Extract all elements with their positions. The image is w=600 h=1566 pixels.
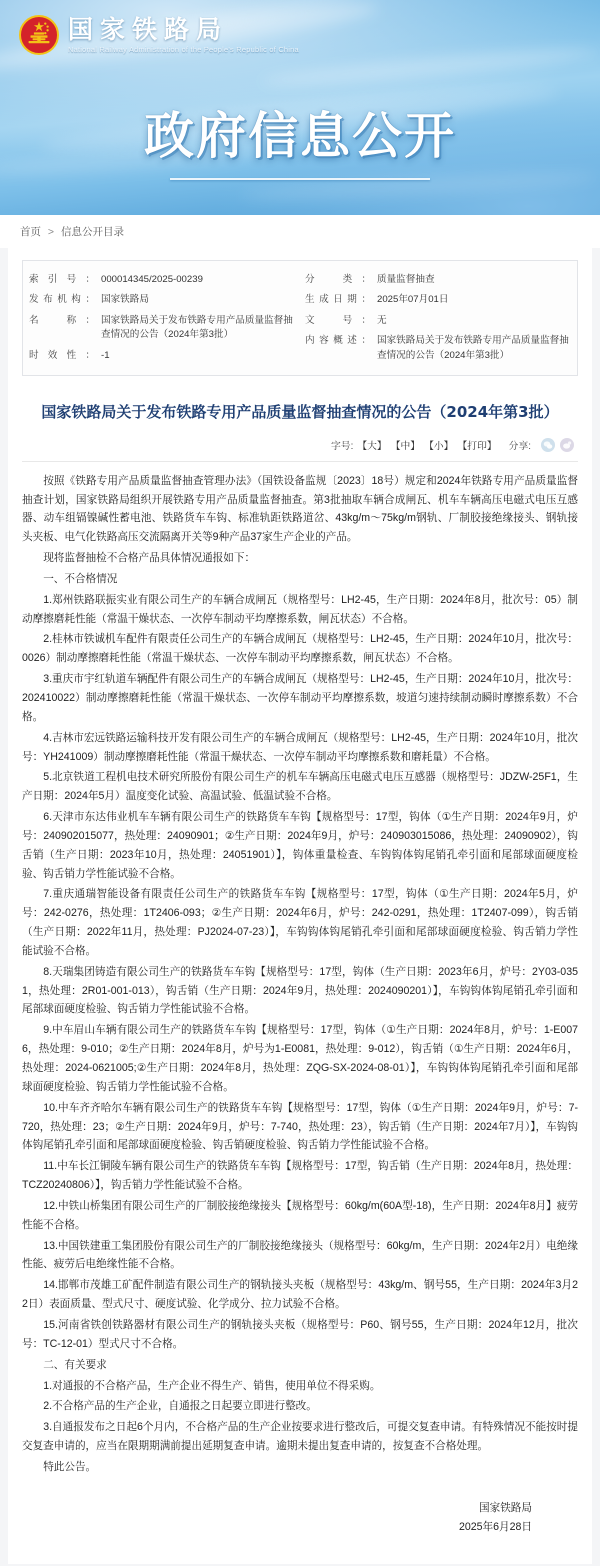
- noncompliance-item: 11.中车长江铜陵车辆有限公司生产的铁路货车车钩【规格型号：17型，钩舌销（生产日期：2024年8月，热处理：TCZ20240806）】，钩舌销力学性能试验不合格。: [22, 1160, 578, 1192]
- metadata-label: 文 号 ：: [305, 314, 377, 328]
- metadata-row: [305, 311, 571, 331]
- font-size-small-button[interactable]: 【小】: [424, 440, 454, 452]
- metadata-value: 国家铁路局关于发布铁路专用产品质量监督抽查情况的公告（2024年第3批）: [101, 314, 293, 341]
- metadata-value: 无: [377, 314, 387, 326]
- noncompliance-item: 2.桂林市铁诚机车配件有限责任公司生产的车辆合成闸瓦（规格型号：LH2-45，生产日期：2024年10月，批次号：0026）制动摩擦磨耗性能（常温干燥状态、一次停车制动平均摩擦系数，闸瓦状态）不合格。: [22, 633, 578, 665]
- metadata-label: 索引号 ：: [29, 273, 101, 287]
- metadata-value: 质量监督抽查: [377, 274, 435, 285]
- share-label: 分享:: [508, 440, 531, 452]
- metadata-row: [29, 346, 295, 366]
- metadata-label: 发布机构 ：: [29, 293, 101, 307]
- breadcrumb-home-link[interactable]: 首页: [20, 226, 41, 238]
- breadcrumb-separator: >: [47, 226, 55, 238]
- noncompliance-item: 6.天津市东达伟业机车车辆有限公司生产的铁路货车车钩【规格型号：17型，钩体（①生产日期：2024年9月，炉号：240902015077，热处理：24090901；②生产日期：2024年9月，炉号：240903015086，热处理：24090902），钩舌销（生产日期：2023年10月，热处理：24051901）】，钩体重量检查、车钩钩体钩尾销孔牵引面和尾部球面硬度检验、钩舌销力学性能试验不合格。: [22, 811, 578, 880]
- print-button[interactable]: 【打印】: [457, 440, 497, 452]
- noncompliance-item: 13.中国铁建重工集团股份有限公司生产的厂制胶接绝缘接头（规格型号：60kg/m，生产日期：2024年2月）电绝缘性能、疲劳后电绝缘性能不合格。: [22, 1239, 578, 1271]
- metadata-row: [29, 311, 295, 346]
- noncompliance-item: 12.中铁山桥集团有限公司生产的厂制胶接绝缘接头【规格型号：60kg/m(60A型-18)，生产日期：2024年8月】疲劳性能不合格。: [22, 1199, 578, 1231]
- cloud-streak: [260, 43, 600, 91]
- org-name-cn: 国家铁路局: [68, 15, 229, 44]
- metadata-row: [305, 290, 571, 310]
- document-metadata-table: [22, 260, 578, 376]
- metadata-row: [305, 331, 571, 366]
- metadata-label: 名 称 ：: [29, 314, 101, 328]
- font-size-medium-button[interactable]: 【中】: [390, 440, 421, 452]
- metadata-row: [29, 270, 295, 290]
- requirement-item: 1.对通报的不合格产品，生产企业不得生产、销售，使用单位不得采购。: [43, 1379, 381, 1392]
- signature-block: [22, 1499, 578, 1538]
- breadcrumb: [0, 215, 600, 248]
- noncompliance-item: 10.中车齐齐哈尔车辆有限公司生产的铁路货车车钩【规格型号：17型，钩体（①生产日期：2024年9月，炉号：7-720，热处理：23；②生产日期：2024年9月，炉号：7-740，热处理：23），钩舌销（生产日期：2024年7月）】，车钩钩体钩尾销孔牵引面和尾部球面硬度检验、钩舌销硬度检验、钩舌销力学性能试验不合格。: [22, 1101, 578, 1152]
- signature-date: 2025年6月28日: [458, 1521, 532, 1534]
- metadata-value: -1: [101, 349, 110, 361]
- banner-title-block: [0, 96, 600, 180]
- noncompliance-item: 4.吉林市宏远铁路运输科技开发有限公司生产的车辆合成闸瓦（规格型号：LH2-45，生产日期：2024年10月，批次号：YH241009）制动摩擦磨耗性能（常温干燥状态、一次停车制动平均摩擦系数和磨耗量）不合格。: [22, 731, 578, 763]
- noncompliance-item: 3.重庆市宇红轨道车辆配件有限公司生产的车辆合成闸瓦（规格型号：LH2-45，生产日期：2024年10月，批次号：202410022）制动摩擦磨耗性能（常温干燥状态、一次停车制动平均摩擦系数，坡道匀速持续制动瞬时摩擦系数）不合格。: [22, 673, 578, 723]
- noncompliance-item: 8.天瑞集团铸造有限公司生产的铁路货车车钩【规格型号：17型，钩体（生产日期：2023年6月，炉号：2Y03-0351，热处理：2R01-001-013），钩舌销（生产日期：2024年9月，热处理：2024090201）】，车钩钩体钩尾销孔牵引面和尾部球面硬度检验、钩舌销力学性能试验不合格。: [22, 965, 578, 1016]
- noncompliance-item: 15.河南省铁创铁路器材有限公司生产的钢轨接头夹板（规格型号：P60、钢号55，生产日期：2024年12月，批次号：TC-12-01）型式尺寸不合格。: [22, 1318, 578, 1350]
- requirement-item: 2.不合格产品的生产企业，自通报之日起要立即进行整改。: [43, 1400, 317, 1413]
- content-card: [8, 248, 592, 1564]
- article-toolbar: [22, 438, 578, 462]
- article-body: [22, 472, 578, 1538]
- metadata-value: 国家铁路局关于发布铁路专用产品质量监督抽查情况的公告（2024年第3批）: [377, 335, 569, 361]
- font-size-large-button[interactable]: 【大】: [357, 440, 387, 452]
- metadata-label: 生成日期 ：: [305, 293, 377, 307]
- noncompliance-item: 9.中车眉山车辆有限公司生产的铁路货车车钩【规格型号：17型，钩体（①生产日期：2024年8月，炉号：1-E0076，热处理：9-010；②生产日期：2024年8月，炉号为1-E0081，热处理：9-012），钩舌销（①生产日期：2024年6月，热处理：2024-0621005;②生产日期：2024年8月，热处理：ZQG-SX-2024-08-01）】，车钩钩体钩尾销孔牵引面和尾部球面硬度检验、钩舌销力学性能试验不合格。: [22, 1024, 578, 1093]
- breadcrumb-current-link[interactable]: 信息公开目录: [60, 226, 124, 238]
- article-section-heading: 一、不合格情况: [43, 572, 118, 585]
- metadata-row: [29, 290, 295, 310]
- metadata-column-left: [29, 270, 295, 366]
- noncompliance-item: 5.北京铁道工程机电技术研究所股份有限公司生产的机车车辆高压电磁式电压互感器（规格型号：JDZW-25F1，生产日期：2024年5月）温度变化试验、高温试验、低温试验不合格。: [22, 771, 578, 803]
- metadata-label: 时效性 ：: [29, 349, 101, 363]
- metadata-label: 内容概述 ：: [305, 334, 377, 348]
- metadata-value: 2025年07月01日: [377, 294, 449, 306]
- requirement-item: 3.自通报发布之日起6个月内，不合格产品的生产企业按要求进行整改后，可提交复查申请。有特殊情况不能按时提交复查申请的，应当在限期期满前提出延期复查申请。逾期未提出复查申请的，按复查不合格处理。: [22, 1421, 578, 1453]
- noncompliance-item: 14.邯郸市茂雄工矿配件制造有限公司生产的钢轨接头夹板（规格型号：43kg/m、钢号55，生产日期：2024年3月22日）表面质量、型式尺寸、硬度试验、化学成分、拉力试验不合格。: [22, 1279, 578, 1311]
- noncompliance-item: 1.郑州铁路联振实业有限公司生产的车辆合成闸瓦（规格型号：LH2-45，生产日期：2024年8月，批次号：05）制动摩擦磨耗性能（常温干燥状态、一次停车制动平均摩擦系数，闸瓦状态）不合格。: [22, 593, 578, 625]
- page-background: [0, 248, 600, 1566]
- site-logo[interactable]: [18, 14, 299, 56]
- page-title: 国家铁路局关于发布铁路专用产品质量监督抽查情况的公告（2024年第3批）: [41, 402, 559, 421]
- article-paragraph: 按照《铁路专用产品质量监督抽查管理办法》（国铁设备监规〔2023〕18号）规定和2024年铁路专用产品质量监督抽查计划，国家铁路局组织开展铁路专用产品质量监督抽查。第3批抽取车辆合成闸瓦、机车车辆高压电磁式电压互感器、动车组镉镍碱性蓄电池、铁路货车车钩、标准轨距铁路道岔、43kg/m～75kg/m钢轨、厂制胶接绝缘接头、钢轨接头夹板、电气化铁路高压交流隔离开关等9种产品37家生产企业的产品。: [22, 474, 578, 544]
- metadata-row: [305, 270, 571, 290]
- weibo-share-icon[interactable]: [560, 438, 574, 452]
- org-name-en: National Railway Administration of the People's Republic of China: [68, 45, 299, 54]
- site-banner: [0, 0, 600, 215]
- metadata-value: 国家铁路局: [101, 294, 149, 306]
- signature-organization: 国家铁路局: [479, 1501, 532, 1514]
- metadata-value: 000014345/2025-00239: [101, 274, 203, 285]
- font-size-label: 字号:: [330, 440, 354, 452]
- banner-underline: [170, 178, 430, 180]
- article-closing: 特此公告。: [43, 1460, 97, 1473]
- noncompliance-item: 7.重庆通瑞智能设备有限责任公司生产的铁路货车车钩【规格型号：17型，钩体（①生产日期：2024年5月，炉号：242-0276，热处理：1T2406-093；②生产日期：2024年6月，炉号：242-0291，热处理：1T2407-099），钩舌销（生产日期：2022年11月，热处理：PJ2024-07-23）】，车钩钩体钩尾销孔牵引面和尾部球面硬度检验、钩舌销力学性能试验不合格。: [22, 888, 578, 957]
- national-emblem-icon: [18, 14, 60, 56]
- brand-text: [68, 16, 299, 54]
- metadata-label: 分 类 ：: [305, 273, 377, 287]
- banner-title: 政府信息公开: [144, 107, 456, 165]
- metadata-column-right: [295, 270, 571, 366]
- article-paragraph: 现将监督抽检不合格产品具体情况通报如下：: [43, 552, 256, 565]
- article-section-heading: 二、有关要求: [43, 1358, 107, 1371]
- wechat-share-icon[interactable]: [541, 438, 555, 452]
